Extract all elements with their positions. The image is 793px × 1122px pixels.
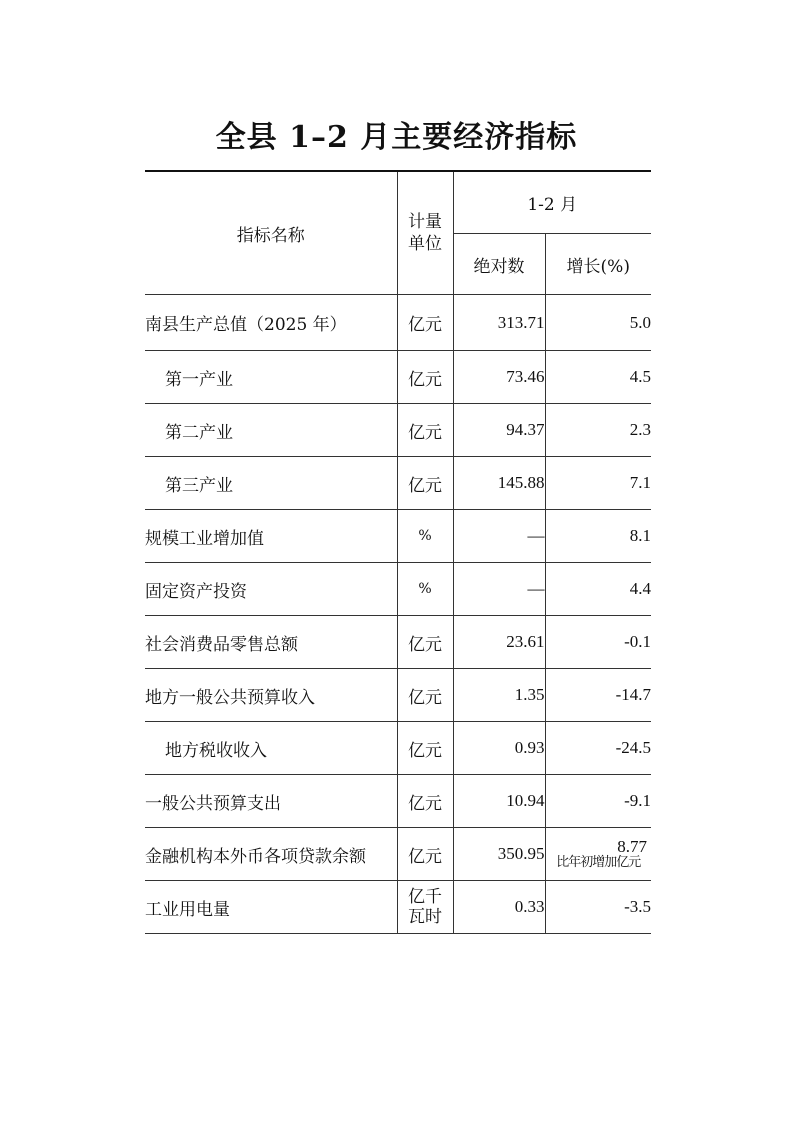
table-row	[145, 510, 651, 563]
table-row	[145, 722, 651, 775]
row-name: 规模工业增加值	[145, 510, 397, 563]
row-name: 一般公共预算支出	[145, 775, 397, 828]
row-unit: %	[397, 510, 453, 563]
row-growth: 8.1	[545, 510, 651, 563]
header-absolute: 绝对数	[453, 234, 545, 295]
table-row	[145, 881, 651, 934]
table-row	[145, 775, 651, 828]
row-growth-value: 8.77	[617, 836, 647, 856]
row-absolute: 10.94	[453, 775, 545, 828]
row-unit-line1: 亿千	[408, 887, 442, 907]
row-name: 南县生产总值（2025 年）	[145, 295, 397, 351]
row-name: 地方一般公共预算收入	[145, 669, 397, 722]
row-unit-line2: 瓦时	[408, 907, 442, 927]
table-row	[145, 457, 651, 510]
row-unit: 亿元	[397, 457, 453, 510]
header-unit-line1: 计量	[408, 212, 442, 232]
row-growth: 4.5	[545, 351, 651, 404]
row-unit: 亿元	[397, 295, 453, 351]
header-growth: 增长(%)	[545, 234, 651, 295]
row-absolute: 350.95	[453, 828, 545, 881]
row-name: 社会消费品零售总额	[145, 616, 397, 669]
row-unit: 亿元	[397, 404, 453, 457]
row-unit: 亿元	[397, 669, 453, 722]
row-absolute: —	[453, 563, 545, 616]
row-name: 工业用电量	[145, 881, 397, 934]
indicator-table	[145, 170, 651, 934]
row-growth: -14.7	[545, 669, 651, 722]
row-absolute: 73.46	[453, 351, 545, 404]
row-growth: -24.5	[545, 722, 651, 775]
row-name: 地方税收收入	[145, 722, 397, 775]
row-unit: 亿元	[397, 616, 453, 669]
row-growth: -0.1	[545, 616, 651, 669]
row-unit: 亿元	[397, 775, 453, 828]
row-absolute: —	[453, 510, 545, 563]
row-absolute: 313.71	[453, 295, 545, 351]
row-unit: 亿元	[397, 722, 453, 775]
table-row	[145, 669, 651, 722]
row-name: 第二产业	[145, 404, 397, 457]
table-row	[145, 616, 651, 669]
table-row	[145, 828, 651, 881]
row-name: 固定资产投资	[145, 563, 397, 616]
row-growth: -3.5	[545, 881, 651, 934]
row-unit	[397, 881, 453, 934]
row-unit: 亿元	[397, 351, 453, 404]
header-unit-line2: 单位	[408, 234, 442, 254]
header-unit	[397, 171, 453, 295]
row-growth	[545, 828, 651, 881]
row-growth: 7.1	[545, 457, 651, 510]
row-growth: 4.4	[545, 563, 651, 616]
row-absolute: 0.93	[453, 722, 545, 775]
row-absolute: 94.37	[453, 404, 545, 457]
row-absolute: 0.33	[453, 881, 545, 934]
row-name: 第三产业	[145, 457, 397, 510]
row-name: 第一产业	[145, 351, 397, 404]
table-row	[145, 295, 651, 351]
page-title: 全县 1–2 月主要经济指标	[215, 120, 578, 155]
header-indicator-name: 指标名称	[145, 171, 397, 295]
row-unit: 亿元	[397, 828, 453, 881]
row-unit: %	[397, 563, 453, 616]
row-growth: -9.1	[545, 775, 651, 828]
row-growth-note: 比年初增加亿元	[556, 854, 641, 870]
row-absolute: 1.35	[453, 669, 545, 722]
row-growth: 2.3	[545, 404, 651, 457]
row-growth: 5.0	[545, 295, 651, 351]
header-period: 1-2 月	[453, 171, 651, 234]
row-absolute: 23.61	[453, 616, 545, 669]
table-row	[145, 563, 651, 616]
table-row	[145, 351, 651, 404]
table-row	[145, 404, 651, 457]
row-absolute: 145.88	[453, 457, 545, 510]
row-name: 金融机构本外币各项贷款余额	[145, 828, 397, 881]
